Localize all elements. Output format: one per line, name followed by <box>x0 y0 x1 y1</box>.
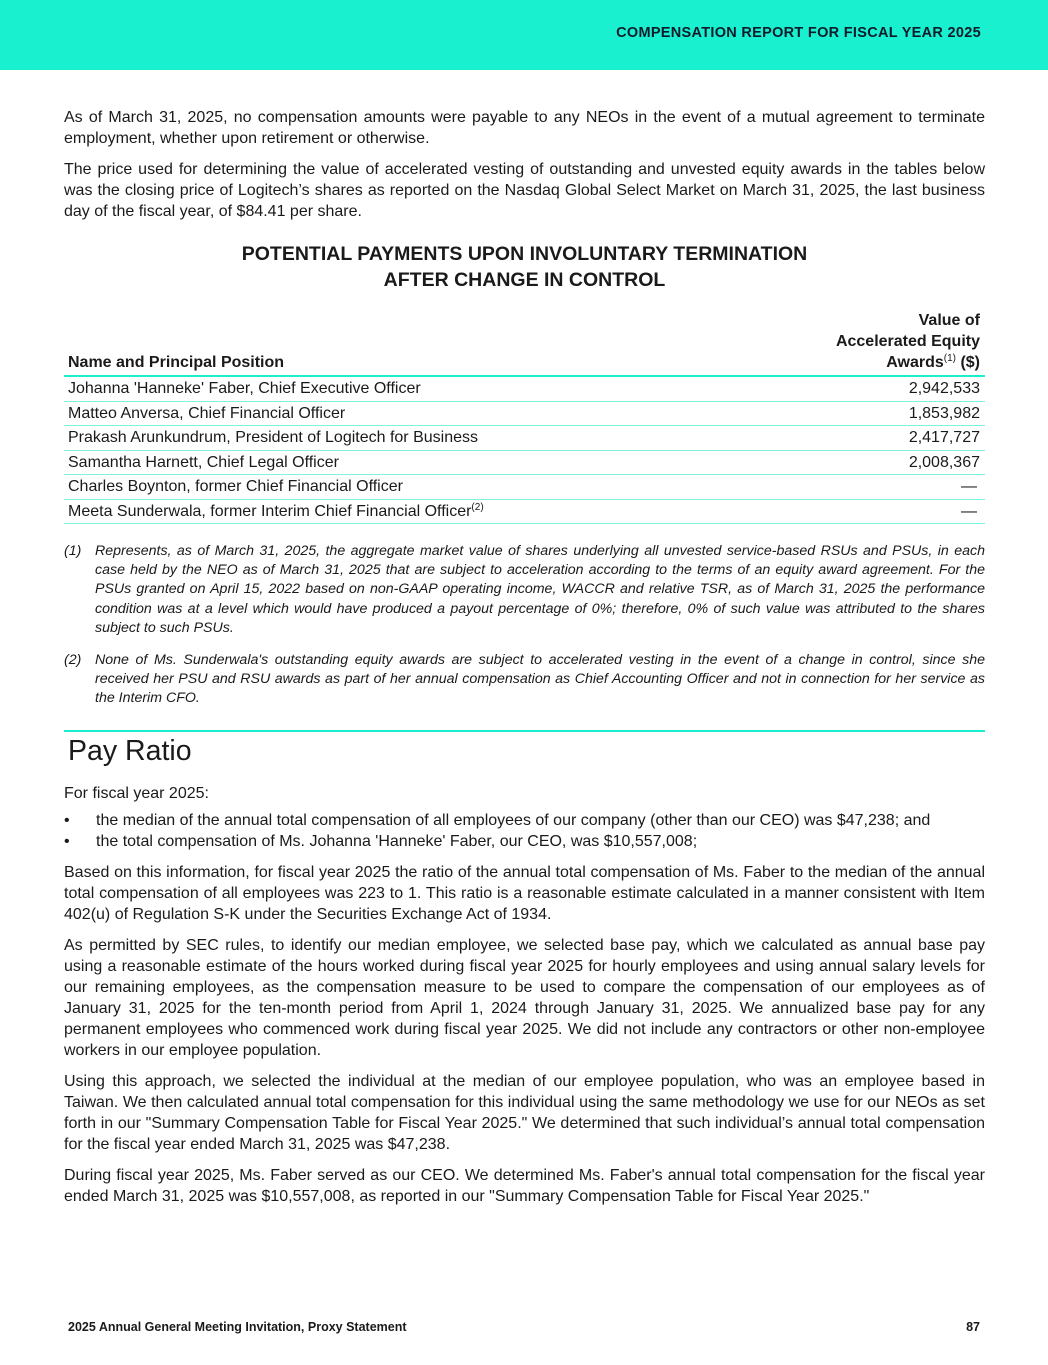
table-row <box>64 401 985 426</box>
intro-paragraph-2: The price used for determining the value of accelerated vesting of outstanding and unvested equity awards in the tables below was the closing price of Logitech’s shares as reported on the Nasdaq Global Select Market on March 31, 2025, the last business day of the fiscal year, of $84.41 per share. <box>64 161 985 220</box>
bullet-item <box>64 831 985 852</box>
column-header-value-line-1: Value of <box>918 312 980 329</box>
row-name-cell <box>64 475 776 500</box>
footer-document-title: 2025 Annual General Meeting Invitation, Proxy Statement <box>68 1320 407 1334</box>
fiscal-year-intro: For fiscal year 2025: <box>64 784 209 802</box>
row-name: Matteo Anversa, Chief Financial Officer <box>68 404 346 422</box>
header-bar <box>0 0 1048 70</box>
page-number: 87 <box>966 1320 980 1334</box>
footnote-1 <box>64 542 985 638</box>
page-content <box>64 107 985 1207</box>
row-value: — <box>776 499 985 524</box>
pay-ratio-paragraph-2: As permitted by SEC rules, to identify our median employee, we selected base pay, which we calculated as annual base pay using a reasonable estimate of the hours worked during fiscal year 2025 for hourly employees and using annual salary levels for our remaining employees, as the compensation measure to be used to compare the compensation of our employees as of January 31, 2025 for the ten-month period from April 1, 2024 through January 31, 2025. We annualized base pay for any permanent employees who commenced work during fiscal year 2025. We did not include any contractors or other non-employee workers in our employee population. <box>64 936 985 1059</box>
table-row <box>64 499 985 524</box>
column-header-name: Name and Principal Position <box>64 310 776 376</box>
footnotes <box>64 542 985 709</box>
row-value: 2,942,533 <box>776 376 985 401</box>
table-title <box>64 241 985 293</box>
table-row <box>64 376 985 401</box>
footnote-number: (2) <box>64 652 82 669</box>
footnote-number: (1) <box>64 543 82 559</box>
column-header-value-line-2: Accelerated Equity <box>835 333 980 350</box>
footnote-text: None of Ms. Sunderwala's outstanding equity awards are subject to accelerated vesting in the event of a change in control, since she received her PSU and RSU awards as part of her annual compensation as Chief Accounting Officer and not in connection for her service as the Interim CFO. <box>95 652 985 707</box>
row-value: 1,853,982 <box>776 401 985 426</box>
column-header-value <box>776 310 985 376</box>
bullet-marker: • <box>64 832 70 850</box>
bullet-item <box>64 810 985 831</box>
footnote-2 <box>64 651 985 709</box>
row-name-cell <box>64 401 776 426</box>
footnote-ref-1: (1) <box>943 353 956 364</box>
bullet-text: the total compensation of Ms. Johanna 'Hanneke' Faber, our CEO, was $10,557,008; <box>96 832 698 850</box>
column-header-unit: ($) <box>956 354 980 371</box>
header-title: COMPENSATION REPORT FOR FISCAL YEAR 2025 <box>616 25 981 41</box>
pay-ratio-paragraph-1: Based on this information, for fiscal year 2025 the ratio of the annual total compensation of Ms. Faber to the median of the annual total compensation of all employees was 223 to 1. This ratio is a reasonable estimate calculated in a manner consistent with Item 402(u) of Regulation S-K under the Securities Exchange Act of 1934. <box>64 863 985 923</box>
footnote-ref-2: (2) <box>471 501 484 513</box>
bullet-marker: • <box>64 811 70 829</box>
intro-paragraph-1: As of March 31, 2025, no compensation amounts were payable to any NEOs in the event of a mutual agreement to terminate employment, whether upon retirement or otherwise. <box>64 109 985 147</box>
column-header-value-line-3 <box>780 352 980 373</box>
pay-ratio-paragraph-3: Using this approach, we selected the individual at the median of our employee population, who was an employee based in Taiwan. We then calculated annual total compensation for this individual using the same methodology we use for our NEOs as set forth in our "Summary Compensation Table for Fiscal Year 2025." We determined that such individual’s annual total compensation for the fiscal year ended March 31, 2025 was $47,238. <box>64 1072 985 1153</box>
row-name-cell <box>64 450 776 475</box>
row-name-cell <box>64 376 776 401</box>
row-name: Prakash Arunkundrum, President of Logitech for Business <box>68 429 478 447</box>
column-header-awards: Awards <box>886 354 944 371</box>
table-row <box>64 450 985 475</box>
bullet-text: the median of the annual total compensation of all employees of our company (other than our CEO) was $47,238; and <box>96 811 931 829</box>
row-name: Johanna 'Hanneke' Faber, Chief Executive Officer <box>68 380 421 398</box>
row-name-cell <box>64 426 776 451</box>
row-value: — <box>776 475 985 500</box>
row-name-cell <box>64 499 776 524</box>
row-value: 2,008,367 <box>776 450 985 475</box>
table-row <box>64 475 985 500</box>
row-value: 2,417,727 <box>776 426 985 451</box>
payments-table <box>64 310 985 524</box>
row-name: Meeta Sunderwala, former Interim Chief Financial Officer <box>68 502 472 520</box>
section-heading-pay-ratio: Pay Ratio <box>68 734 192 767</box>
row-name: Samantha Harnett, Chief Legal Officer <box>68 453 339 471</box>
table-header-row <box>64 310 985 376</box>
table-title-line-2: AFTER CHANGE IN CONTROL <box>383 269 666 291</box>
table-row <box>64 426 985 451</box>
row-name: Charles Boynton, former Chief Financial Officer <box>68 478 403 496</box>
pay-ratio-bullets <box>64 810 985 852</box>
pay-ratio-paragraph-4: During fiscal year 2025, Ms. Faber served as our CEO. We determined Ms. Faber's annual total compensation for the fiscal year ended March 31, 2025 was $10,557,008, as reported in our "Summary Compensation Table for Fiscal Year 2025." <box>64 1166 985 1205</box>
section-divider <box>64 730 985 732</box>
table-title-line-1: POTENTIAL PAYMENTS UPON INVOLUNTARY TERMINATION <box>241 243 808 265</box>
footnote-text: Represents, as of March 31, 2025, the aggregate market value of shares underlying all unvested service-based RSUs and PSUs, in each case held by the NEO as of March 31, 2025 that are subject to acceleration according to the terms of an equity award agreement. For the PSUs granted on April 15, 2022 based on non-GAAP operating income, WACCR and relative TSR, as of March 31, 2025 the performance condition was at a level which would have produced a payout percentage of 0%; therefore, 0% of such value was attributed to the shares subject to such PSUs. <box>95 543 985 636</box>
